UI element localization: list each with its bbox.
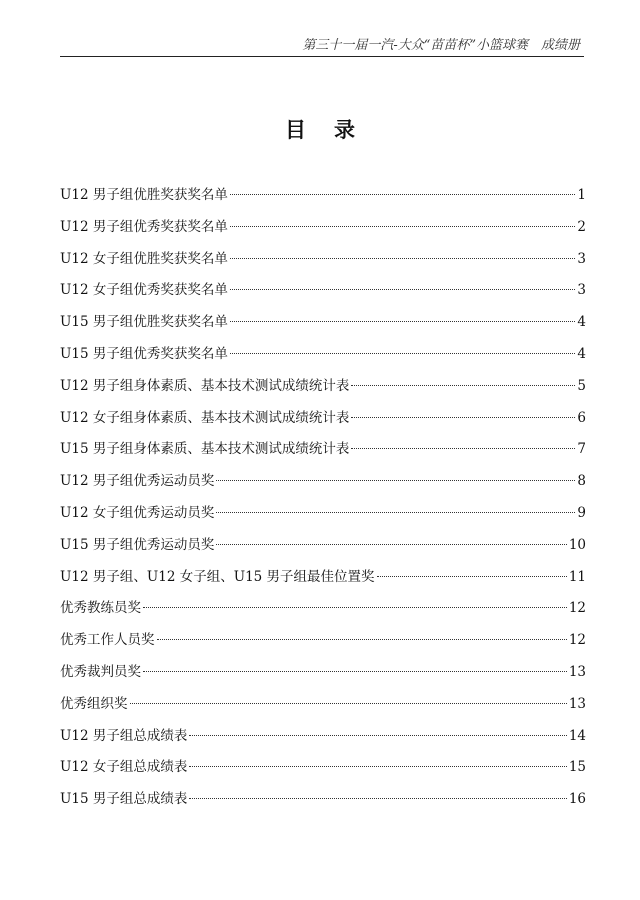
toc-entry-page-number: 3 <box>577 250 586 267</box>
toc-entry-page-number: 4 <box>577 314 586 331</box>
toc-dot-leader <box>230 289 576 290</box>
toc-dot-leader <box>230 226 576 227</box>
toc-entry-page-number: 13 <box>568 663 586 680</box>
toc-entry[interactable] <box>60 434 586 466</box>
toc-entry-label: 优秀组织奖 <box>60 695 128 712</box>
toc-entry-label: U15 男子组身体素质、基本技术测试成绩统计表 <box>60 441 350 458</box>
toc-entry[interactable] <box>60 212 586 244</box>
toc-entry-label: U15 男子组总成绩表 <box>60 791 188 808</box>
toc-entry-page-number: 4 <box>577 345 586 362</box>
toc-entry[interactable] <box>60 403 586 435</box>
toc-dot-leader <box>216 512 575 513</box>
toc-entry-page-number: 14 <box>568 727 586 744</box>
toc-entry-label: U12 男子组优秀奖获奖名单 <box>60 218 228 235</box>
toc-entry-label: U12 男子组身体素质、基本技术测试成绩统计表 <box>60 377 350 394</box>
toc-dot-leader <box>230 194 576 195</box>
toc-entry[interactable] <box>60 466 586 498</box>
toc-entry[interactable] <box>60 275 586 307</box>
toc-entry[interactable] <box>60 562 586 594</box>
toc-dot-leader <box>230 258 576 259</box>
toc-entry-page-number: 3 <box>577 282 586 299</box>
toc-entry-page-number: 9 <box>577 504 586 521</box>
page-title: 目录 <box>285 117 383 142</box>
toc-entry[interactable] <box>60 657 586 689</box>
toc-entry[interactable] <box>60 244 586 276</box>
toc-entry[interactable] <box>60 721 586 753</box>
toc-entry-label: U15 男子组优胜奖获奖名单 <box>60 314 228 331</box>
toc-dot-leader <box>351 385 575 386</box>
toc-entry-label: U12 女子组身体素质、基本技术测试成绩统计表 <box>60 409 350 426</box>
toc-entry-page-number: 12 <box>568 632 586 649</box>
toc-entry-label: U12 女子组优秀奖获奖名单 <box>60 282 228 299</box>
header-title: 第三十一届一汽-大众“苗苗杯”小篮球赛 成绩册 <box>302 38 580 53</box>
toc-entry[interactable] <box>60 784 586 816</box>
toc-entry-label: 优秀工作人员奖 <box>60 632 155 649</box>
toc-entry-page-number: 10 <box>568 536 586 553</box>
toc-entry-label: U12 男子组总成绩表 <box>60 727 188 744</box>
toc-dot-leader <box>157 639 567 640</box>
toc-entry-label: U12 男子组、U12 女子组、U15 男子组最佳位置奖 <box>60 568 375 585</box>
toc-entry-page-number: 11 <box>568 568 586 585</box>
toc-entry-page-number: 1 <box>577 187 586 203</box>
toc-dot-leader <box>216 480 575 481</box>
toc-entry[interactable] <box>60 593 586 625</box>
toc-entry[interactable] <box>60 371 586 403</box>
toc-entry-label: 优秀裁判员奖 <box>60 663 141 680</box>
toc-dot-leader <box>230 353 576 354</box>
toc-dot-leader <box>351 417 575 418</box>
toc-entry-page-number: 13 <box>568 695 586 712</box>
toc-dot-leader <box>143 671 567 672</box>
toc-dot-leader <box>189 735 566 736</box>
toc-dot-leader <box>130 703 567 704</box>
table-of-contents <box>60 180 586 816</box>
toc-dot-leader <box>377 576 567 577</box>
toc-dot-leader <box>189 798 566 799</box>
page-header <box>60 28 584 57</box>
toc-dot-leader <box>216 544 566 545</box>
toc-entry[interactable] <box>60 530 586 562</box>
toc-entry[interactable] <box>60 339 586 371</box>
toc-entry-label: U12 男子组优秀运动员奖 <box>60 473 215 490</box>
toc-dot-leader <box>189 766 566 767</box>
toc-entry-label: U15 男子组优秀运动员奖 <box>60 536 215 553</box>
toc-entry-page-number: 15 <box>568 759 586 776</box>
toc-entry[interactable] <box>60 180 586 212</box>
toc-entry[interactable] <box>60 689 586 721</box>
toc-entry-label: U12 男子组优胜奖获奖名单 <box>60 187 228 203</box>
toc-entry-page-number: 16 <box>568 791 586 808</box>
toc-entry[interactable] <box>60 498 586 530</box>
toc-dot-leader <box>230 321 576 322</box>
toc-dot-leader <box>143 607 567 608</box>
toc-entry[interactable] <box>60 625 586 657</box>
toc-entry-label: 优秀教练员奖 <box>60 600 141 617</box>
toc-entry[interactable] <box>60 752 586 784</box>
toc-entry[interactable] <box>60 307 586 339</box>
toc-entry-label: U12 女子组优秀运动员奖 <box>60 504 215 521</box>
toc-entry-label: U15 男子组优秀奖获奖名单 <box>60 345 228 362</box>
toc-entry-page-number: 7 <box>577 441 586 458</box>
toc-entry-page-number: 8 <box>577 473 586 490</box>
toc-entry-page-number: 5 <box>577 377 586 394</box>
toc-dot-leader <box>351 448 575 449</box>
toc-entry-label: U12 女子组总成绩表 <box>60 759 188 776</box>
toc-entry-page-number: 2 <box>577 218 586 235</box>
toc-entry-page-number: 12 <box>568 600 586 617</box>
toc-entry-label: U12 女子组优胜奖获奖名单 <box>60 250 228 267</box>
toc-entry-page-number: 6 <box>577 409 586 426</box>
